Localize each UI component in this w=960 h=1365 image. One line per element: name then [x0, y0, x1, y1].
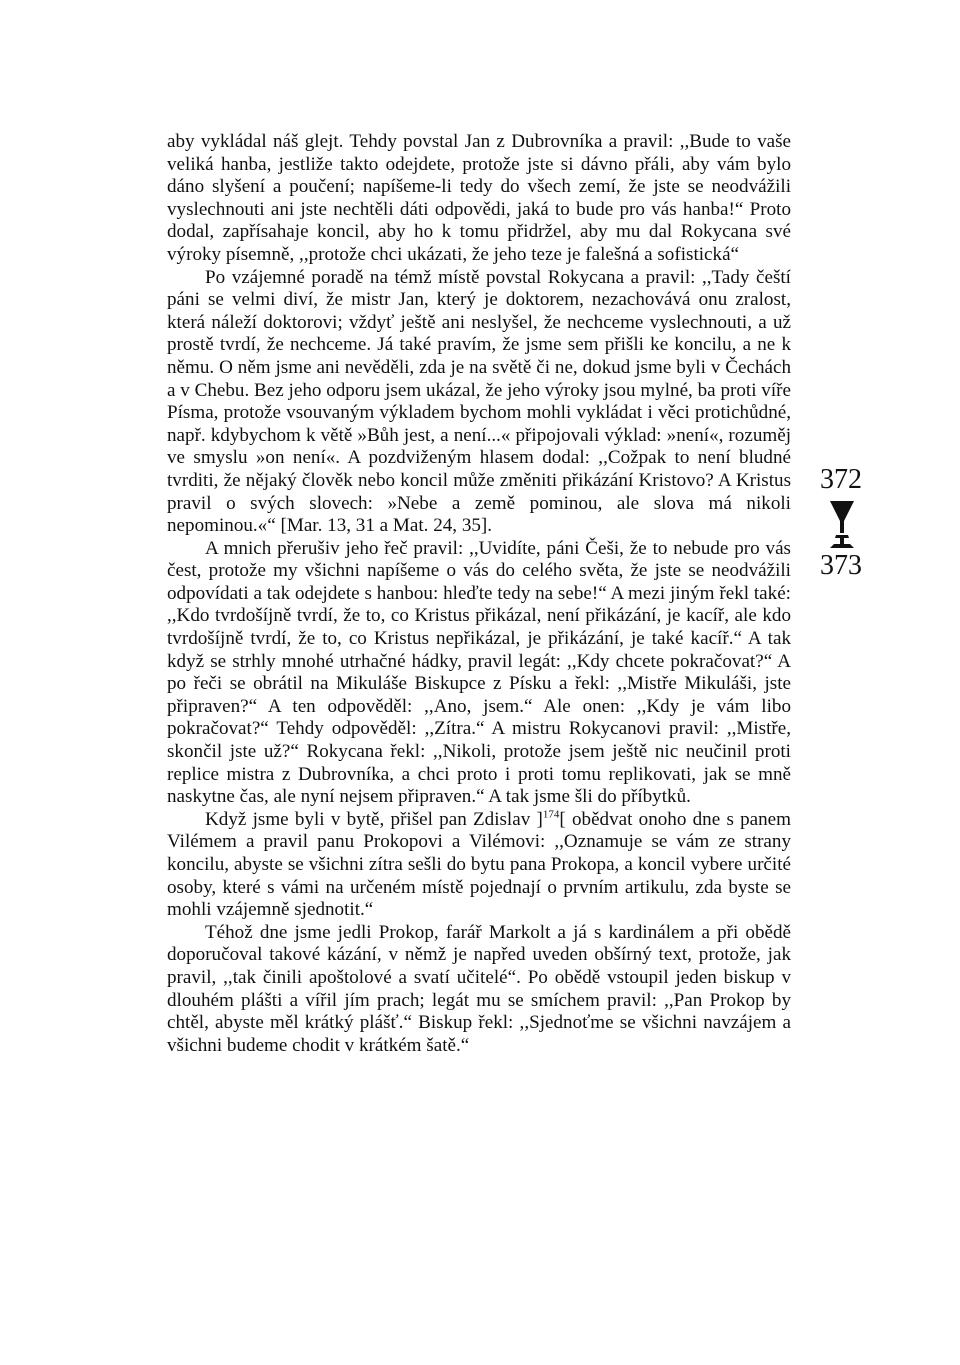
body-text [167, 131, 791, 1057]
paragraph-4-after: [ obědvat onoho dne s panem Vilémem a pravil panu Prokopovi a Vilémovi: ,,Oznamuje se vám ze strany koncilu, abyste se všichni zítra sešli do bytu pana Prokopa, a koncil vybere určité osoby, které s vámi na určeném místě pojednají o prvním artikulu, zda byste se mohli vzájemně sjednotit.“ [167, 808, 792, 921]
footnote-ref: 174 [542, 808, 560, 821]
paragraph-5: Téhož dne jsme jedli Prokop, farář Markolt a já s kardinálem a při obědě doporučoval takové kázání, v němž je napřed uveden obšírný text, protože, jak pravil, ,,tak činili apoštolové a svatí učitelé“. Po obědě vstoupil jeden biskup v dlouhém plášti a vířil jím prach; legát mu se smíchem pravil: ,,Pan Prokop by chtěl, abyste měl krátký plášť.“ Biskup řekl: ,,Sjednoťme se všichni navzájem a všichni budeme chodit v krátkém šatě.“ [167, 921, 791, 1056]
paragraph-1: aby vykládal náš glejt. Tehdy povstal Jan z Dubrovníka a pravil: ,,Bude to vaše veliká hanba, jestliže takto odejdete, protože jste si dávno přáli, aby vám bylo dáno slyšení a poučení; napíšeme-li tedy do všech zemí, že jste se neodvážili vyslechnouti ani jste nechtěli dáti odpovědi, jaká to bude pro vás hanba!“ Proto dodal, zapřísahaje koncil, aby ho k tomu přidržel, aby mu dal Rokycana své výroky písemně, ,,protože chci ukázati, že jeho teze je falešná a sofistická“ [167, 131, 791, 265]
chalice-icon [827, 499, 857, 551]
margin-page-marker [812, 465, 882, 585]
paragraph-4-before: Když jsme byli v bytě, přišel pan Zdislav ] [205, 808, 543, 830]
paragraph-2: Po vzájemné poradě na témž místě povstal Rokycana a pravil: ,,Tady čeští páni se velmi diví, že mistr Jan, který je doktorem, nezachovává onu zralost, která náleží doktorovi; vždyť ještě ani neslyšel, že nechceme vyslechnouti, a už prostě tvrdí, že nechceme. Já také pravím, že jsme sem přišli ke koncilu, a ne k němu. O něm jsme ani nevěděli, zda je na světě či ne, dokud jsme byli v Čechách a v Chebu. Bez jeho odporu jsem ukázal, že jeho výroky jsou mylné, ba proti víře Písma, protože vsouvaným výkladem bychom mohli vykládat i věci protichůdné, např. kdybychom k větě »Bůh jest, a není...« připojovali výklad: »není«, rozuměj ve smyslu »on není«. A pozdviženým hlasem dodal: ,,Cožpak to není bludné tvrditi, že nějaký člověk nebo koncil může změniti přikázání Kristovo? A Kristus pravil o svých slovech: »Nebe a země pominou, ale slova má nikoli nepominou.«“ [Mar. 13, 31 a Mat. 24, 35]. [167, 266, 791, 537]
paragraph-3: A mnich přerušiv jeho řeč pravil: ,,Uvidíte, páni Češi, že to nebude pro vás čest, protože my všichni napíšeme o vás do celého světa, že jste se neodvážili odpovídati a tak odejdete s hanbou: hleďte tedy na sebe!“ A mezi jiným řekl také: ,,Kdo tvrdošíjně tvrdí, že to, co Kristus přikázal, není přikázání, je kacíř, ale kdo tvrdošíjně tvrdí, že to, co Kristus nepřikázal, je přikázání, je také kacíř.“ A tak když se strhly mnohé utrhačné hádky, pravil legát: ,,Kdy chcete pokračovat?“ A po řeči se obrátil na Mikuláše Biskupce z Písku a řekl: ,,Mistře Mikuláši, jste připraven?“ A ten odpověděl: ,,Ano, jsem.“ Ale onen: ,,Kdy je vám libo pokračovat?“ Tehdy odpověděl: ,,Zítra.“ A mistru Rokycanovi pravil: ,,Mistře, skončil jste už?“ Rokycana řekl: ,,Nikoli, protože jsem ještě nic neučinil proti replice mistra z Dubrovníka, a chci proto i proti tomu replikovati, jak se mně naskytne čas, ale nyní nejsem připraven.“ A tak jsme šli do příbytků. [167, 537, 791, 808]
original-page-number-bottom: 373 [820, 550, 862, 581]
original-page-number-top: 372 [820, 464, 862, 495]
paragraph-4 [167, 809, 791, 922]
